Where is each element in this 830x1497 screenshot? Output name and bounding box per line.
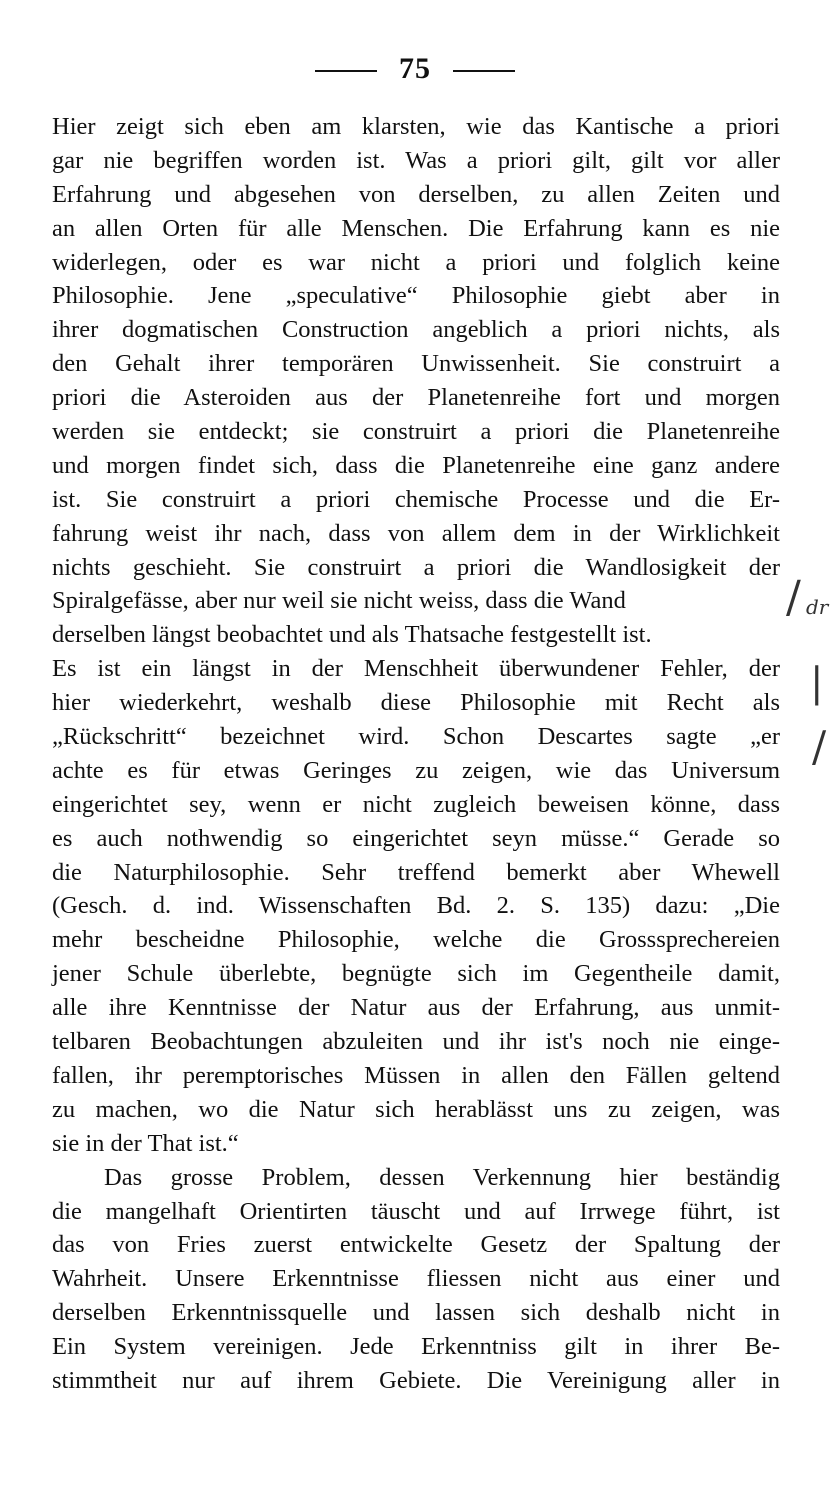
text-line: es auch nothwendig so eingerichtet seyn müsse.“ Gerade so — [52, 824, 780, 852]
text-line: ihrer dogmatischen Construction angeblich a priori nichts, als — [52, 316, 780, 344]
header-dash-left — [315, 70, 377, 72]
text-line: eingerichtet sey, wenn er nicht zugleich beweisen könne, dass — [52, 790, 780, 818]
text-line: das von Fries zuerst entwickelte Gesetz der Spaltung der — [52, 1231, 780, 1259]
text-line: „Rückschritt“ bezeichnet wird. Schon Descartes sagte „er — [52, 723, 780, 751]
text-line: Erfahrung und abgesehen von derselben, zu allen Zeiten und — [52, 178, 780, 212]
body-text — [52, 110, 780, 1398]
text-line: achte es für etwas Geringes zu zeigen, wie das Universum — [52, 756, 780, 784]
text-line: den Gehalt ihrer temporären Unwissenheit. Sie construirt a — [52, 350, 780, 378]
text-line: sie in der That ist.“ — [52, 1129, 239, 1157]
text-line: fahrung weist ihr nach, dass von allem dem in der Wirklichkeit — [52, 519, 780, 547]
text-line: Es ist ein längst in der Menschheit überwundener Fehler, der — [52, 655, 780, 683]
text-line: und morgen findet sich, dass die Planetenreihe eine ganz andere — [52, 451, 780, 479]
text-line: fallen, ihr peremptorisches Müssen in allen den Fällen geltend — [52, 1061, 780, 1089]
margin-handwritten-mark: dr — [806, 595, 829, 619]
text-line: Das grosse Problem, dessen Verkennung hier beständig — [104, 1163, 780, 1191]
text-line: Hier zeigt sich eben am klarsten, wie das Kantische a priori — [52, 113, 780, 140]
text-line: Philosophie. Jene „speculative“ Philosophie giebt aber in — [52, 282, 780, 310]
margin-bar-mark: | — [810, 660, 824, 706]
header-dash-right — [453, 70, 515, 72]
text-line: priori die Asteroiden aus der Planetenreihe fort und morgen — [52, 384, 780, 412]
text-line: die mangelhaft Orientirten täuscht und auf Irrwege führt, ist — [52, 1197, 780, 1225]
text-line: gar nie begriffen worden ist. Was a priori gilt, gilt vor aller — [52, 144, 780, 178]
text-line: alle ihre Kenntnisse der Natur aus der Erfahrung, aus unmit- — [52, 994, 780, 1022]
text-line: derselben Erkenntnissquelle und lassen sich deshalb nicht in — [52, 1296, 780, 1330]
text-line: hier wiederkehrt, weshalb diese Philosophie mit Recht als — [52, 689, 780, 717]
text-line: widerlegen, oder es war nicht a priori und folglich keine — [52, 248, 780, 276]
text-line: jener Schule überlebte, begnügte sich im Gegentheile damit, — [52, 960, 780, 988]
text-line: nichts geschieht. Sie construirt a priori die Wandlosigkeit der — [52, 553, 780, 581]
text-line: mehr bescheidne Philosophie, welche die Grosssprechereien — [52, 926, 780, 954]
text-line: Wahrheit. Unsere Erkenntnisse fliessen nicht aus einer und — [52, 1262, 780, 1296]
text-line: (Gesch. d. ind. Wissenschaften Bd. 2. S. 135) dazu: „Die — [52, 892, 780, 920]
text-line: telbaren Beobachtungen abzuleiten und ihr ist's noch nie einge- — [52, 1028, 780, 1056]
text-line: die Naturphilosophie. Sehr treffend bemerkt aber Whewell — [52, 858, 780, 886]
margin-slash-mark: / — [812, 722, 827, 771]
margin-slash-mark: / — [786, 572, 801, 623]
text-line: zu machen, wo die Natur sich herablässt uns zu zeigen, was — [52, 1095, 780, 1123]
text-line: ist. Sie construirt a priori chemische Processe und die Er- — [52, 485, 780, 513]
text-line: Ein System vereinigen. Jede Erkenntniss gilt in ihrer Be- — [52, 1330, 780, 1364]
text-line: werden sie entdeckt; sie construirt a priori die Planetenreihe — [52, 418, 780, 446]
page-number: 75 — [399, 52, 431, 85]
page-header — [0, 52, 830, 86]
text-line: derselben längst beobachtet und als Thatsache festgestellt ist. — [52, 621, 652, 649]
text-line: Spiralgefässe, aber nur weil sie nicht weiss, dass die Wand — [52, 587, 626, 615]
text-line: stimmtheit nur auf ihrem Gebiete. Die Vereinigung aller in — [52, 1364, 780, 1398]
text-line: an allen Orten für alle Menschen. Die Erfahrung kann es nie — [52, 212, 780, 246]
